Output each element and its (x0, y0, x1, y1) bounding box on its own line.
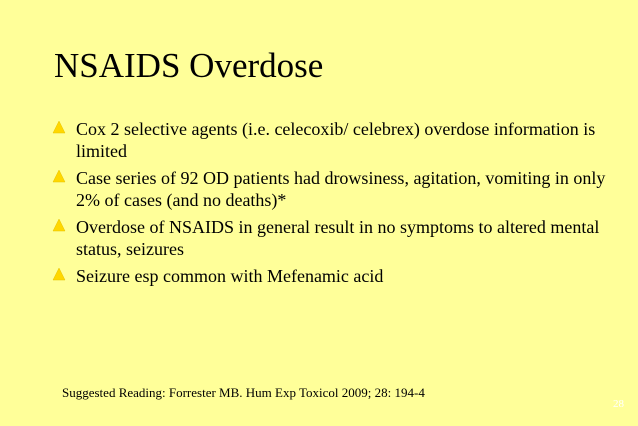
suggested-reading: Suggested Reading: Forrester MB. Hum Exp Toxicol 2009; 28: 194-4 (62, 385, 425, 400)
bullet-item (52, 118, 612, 162)
bullet-item (52, 167, 612, 211)
triangle-icon (52, 120, 66, 134)
bullet-list (52, 118, 612, 292)
bullet-text: Cox 2 selective agents (i.e. celecoxib/ celebrex) overdose information is limited (76, 119, 596, 161)
bullet-item (52, 216, 612, 260)
bullet-item (52, 265, 612, 287)
slide-title: NSAIDS Overdose (54, 46, 324, 85)
triangle-icon (52, 169, 66, 183)
triangle-icon (52, 218, 66, 232)
bullet-text: Overdose of NSAIDS in general result in no symptoms to altered mental status, seizures (76, 217, 600, 259)
bullet-text: Case series of 92 OD patients had drowsiness, agitation, vomiting in only 2% of cases (and no deaths)* (76, 168, 606, 210)
page-number: 28 (613, 398, 624, 410)
triangle-icon (52, 267, 66, 281)
bullet-text: Seizure esp common with Mefenamic acid (76, 266, 384, 286)
